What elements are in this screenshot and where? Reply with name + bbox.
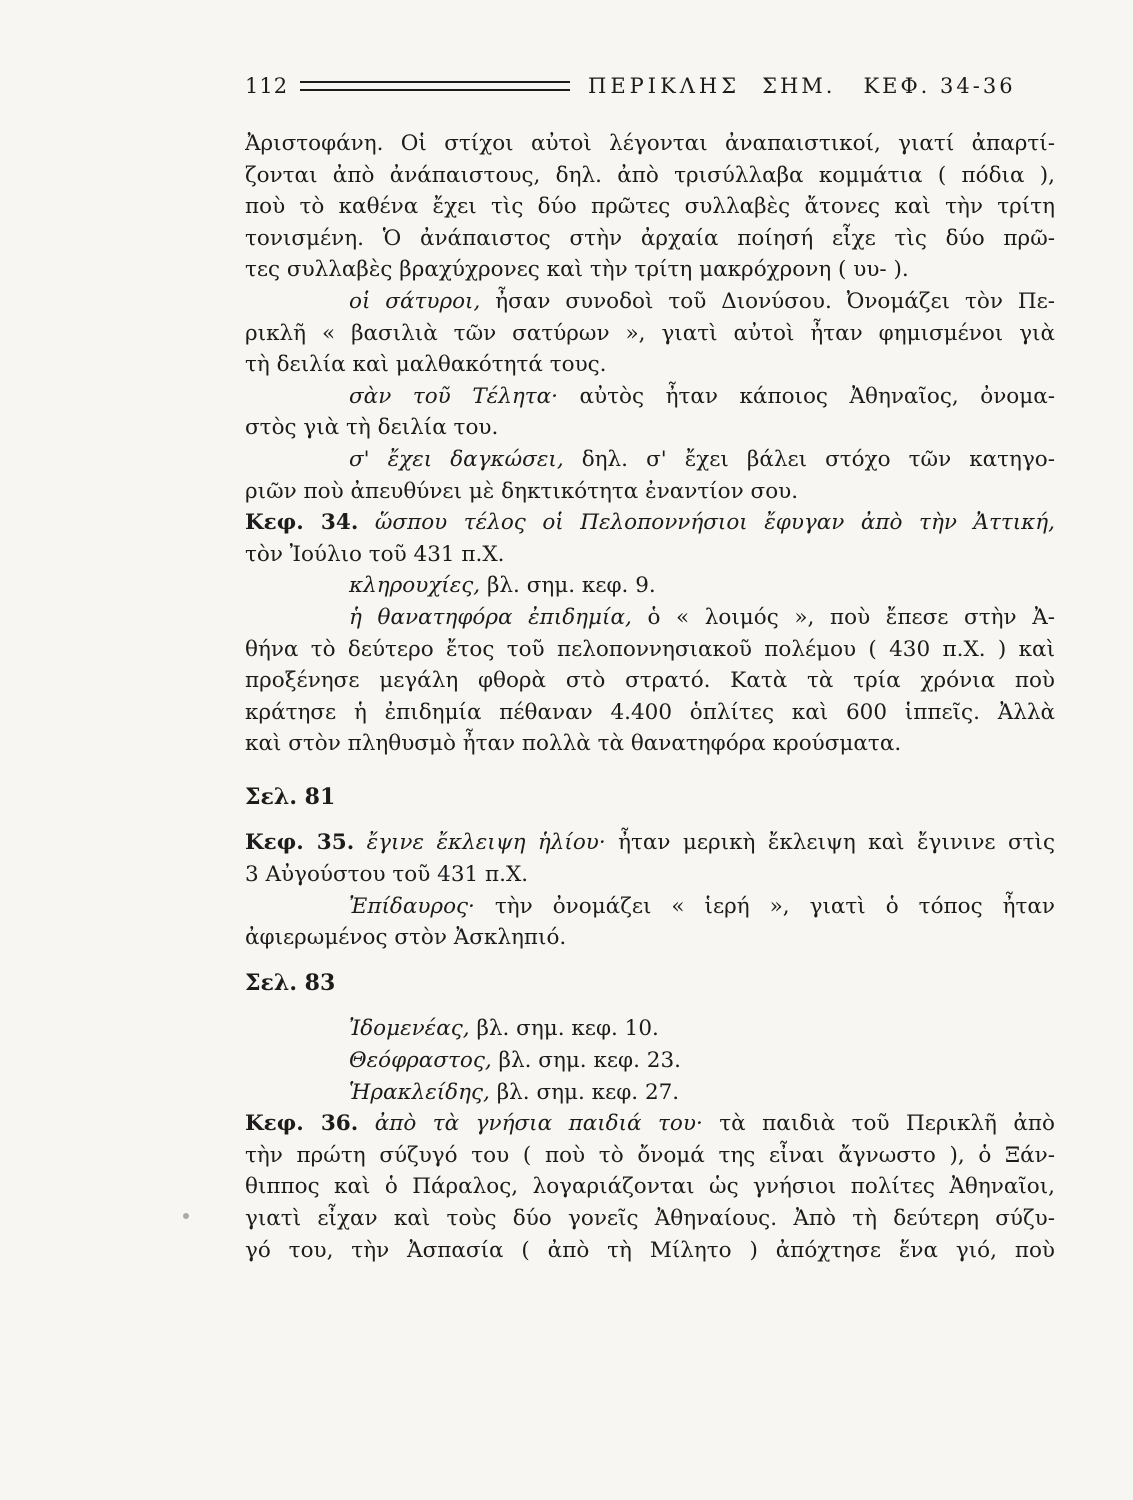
running-title: ΠΕΡΙΚΛΗΣ [588, 74, 741, 98]
text-line: ποὺ τὸ καθένα ἔχει τὶς δύο πρῶτες συλλαβὲς ἄτονες καὶ τὴν τρίτη [245, 194, 1055, 220]
note-text: βλ. σημ. κεφ. 23. [491, 1048, 681, 1074]
lemma: ὥσπου τέλος οἱ Πελοποννήσιοι ἔφυγαν ἀπὸ τὴν Ἀττική, [358, 510, 1055, 536]
note-entry [245, 1077, 1055, 1109]
note-text: τὰ παιδιὰ τοῦ Περικλῆ ἀπὸ [702, 1111, 1055, 1137]
note-entry [245, 570, 1055, 602]
text-line: στὸς γιὰ τὴ δειλία του. [245, 415, 499, 441]
note-entry [245, 1045, 1055, 1077]
text-line: προξένησε μεγάλη φθορὰ στὸ στρατό. Κατὰ τὰ τρία χρόνια ποὺ [245, 668, 1055, 694]
header-rule [300, 81, 570, 91]
page-number: 112 [245, 74, 289, 98]
note-entry [245, 602, 1055, 634]
text-line: καὶ στὸν πληθυσμὸ ἦταν πολλὰ τὰ θανατηφόρα κρούσματα. [245, 731, 902, 757]
page-text [245, 128, 1055, 1266]
text-line: θήνα τὸ δεύτερο ἔτος τοῦ πελοποννησιακοῦ πολέμου ( 430 π.Χ. ) καὶ [245, 636, 1055, 662]
chapter-label: Κεφ. 35. [245, 830, 355, 856]
text-line: τονισμένη. Ὁ ἀνάπαιστος στὴν ἀρχαία ποίησή εἶχε τὶς δύο πρῶ- [245, 225, 1055, 251]
text-line: ζονται ἀπὸ ἀνάπαιστους, δηλ. ἀπὸ τρισύλλαβα κομμάτια ( πόδια ), [245, 162, 1055, 188]
note-text: ἦσαν συνοδοὶ τοῦ Διονύσου. Ὀνομάζει τὸν Πε- [480, 288, 1055, 314]
text-line: ρικλῆ « βασιλιὰ τῶν σατύρων », γιατὶ αὐτοὶ ἦταν φημισμένοι γιὰ [245, 320, 1055, 346]
note-text: βλ. σημ. κεφ. 9. [480, 573, 656, 599]
text-line: τὸν Ἰούλιο τοῦ 431 π.Χ. [245, 541, 505, 567]
chapter-note [245, 507, 1055, 539]
section-label: ΣΗΜ. [762, 74, 836, 98]
note-text: τὴν ὀνομάζει « ἱερή », γιατὶ ὁ τόπος ἦταν [474, 893, 1055, 919]
lemma: κληρουχίες, [349, 573, 481, 599]
lemma: οἱ σάτυροι, [349, 288, 481, 314]
note-entry [245, 891, 1055, 923]
lemma: Ἐπίδαυρος· [349, 893, 475, 919]
note-text: ὁ « λοιμός », ποὺ ἔπεσε στὴν Ἀ- [631, 604, 1055, 630]
text-line: ριῶν ποὺ ἀπευθύνει μὲ δηκτικότητα ἐναντίον σου. [245, 478, 799, 504]
running-head [245, 68, 1045, 104]
lemma: Ἰδομενέας, [349, 1016, 470, 1042]
note-text: δηλ. σ' ἔχει βάλει στόχο τῶν κατηγο- [563, 446, 1055, 472]
text-line: Ἀριστοφάνη. Οἱ στίχοι αὐτοὶ λέγονται ἀναπαιστικοί, γιατί ἀπαρτί- [245, 131, 1055, 156]
chapter-note [245, 827, 1055, 859]
section-heading: Σελ. 83 [245, 969, 336, 996]
lemma: σὰν τοῦ Τέλητα· [349, 383, 558, 409]
section-heading: Σελ. 81 [245, 783, 336, 810]
text-line: ἀφιερωμένος στὸν Ἀσκληπιό. [245, 925, 567, 951]
text-line: 3 Αὐγούστου τοῦ 431 π.Χ. [245, 862, 529, 888]
text-line: γό του, τὴν Ἀσπασία ( ἀπὸ τὴ Μίλητο ) ἀπόχτησε ἕνα γιό, ποὺ [245, 1237, 1055, 1263]
text-line: θιππος καὶ ὁ Πάραλος, λογαριάζονται ὡς γνήσιοι πολίτες Ἀθηναῖοι, [245, 1174, 1055, 1200]
note-entry [245, 286, 1055, 318]
note-entry [245, 444, 1055, 476]
note-entry [245, 1013, 1055, 1045]
lemma: ἔγινε ἔκλειψη ἡλίου· [354, 830, 606, 856]
lemma: ἀπὸ τὰ γνήσια παιδιά του· [358, 1111, 703, 1137]
lemma: Ἡρακλείδης, [349, 1079, 490, 1105]
text-line: γιατὶ εἶχαν καὶ τοὺς δύο γονεῖς Ἀθηναίους. Ἀπὸ τὴ δεύτερη σύζυ- [245, 1206, 1055, 1231]
chapter-label: Κεφ. 36. [245, 1111, 359, 1137]
chapter-label: Κεφ. 34. [245, 510, 359, 536]
chapter-range: ΚΕΦ. 34-36 [863, 74, 1016, 98]
text-line: τὴ δειλία καὶ μαλθακότητά τους. [245, 352, 607, 378]
text-line: τες συλλαβὲς βραχύχρονες καὶ τὴν τρίτη μακρόχρονη ( υυ- ). [245, 257, 909, 283]
note-entry [245, 381, 1055, 413]
note-text: αὐτὸς ἦταν κάποιος Ἀθηναῖος, ὀνομα- [557, 383, 1055, 409]
text-line: τὴν πρώτη σύζυγό του ( ποὺ τὸ ὄνομά της εἶναι ἄγνωστο ), ὁ Ξάν- [245, 1142, 1055, 1168]
chapter-note [245, 1108, 1055, 1140]
lemma: ἡ θανατηφόρα ἐπιδημία, [349, 604, 632, 630]
note-text: βλ. σημ. κεφ. 10. [469, 1016, 659, 1042]
lemma: Θεόφραστος, [349, 1048, 492, 1074]
ink-speck [183, 1213, 189, 1219]
lemma: σ' ἔχει δαγκώσει, [349, 446, 564, 472]
note-text: ἦταν μερικὴ ἔκλειψη καὶ ἔγινινε στὶς [605, 830, 1055, 856]
text-line: κράτησε ἡ ἐπιδημία πέθαναν 4.400 ὁπλίτες καὶ 600 ἱππεῖς. Ἀλλὰ [245, 699, 1055, 725]
note-text: βλ. σημ. κεφ. 27. [489, 1079, 680, 1105]
